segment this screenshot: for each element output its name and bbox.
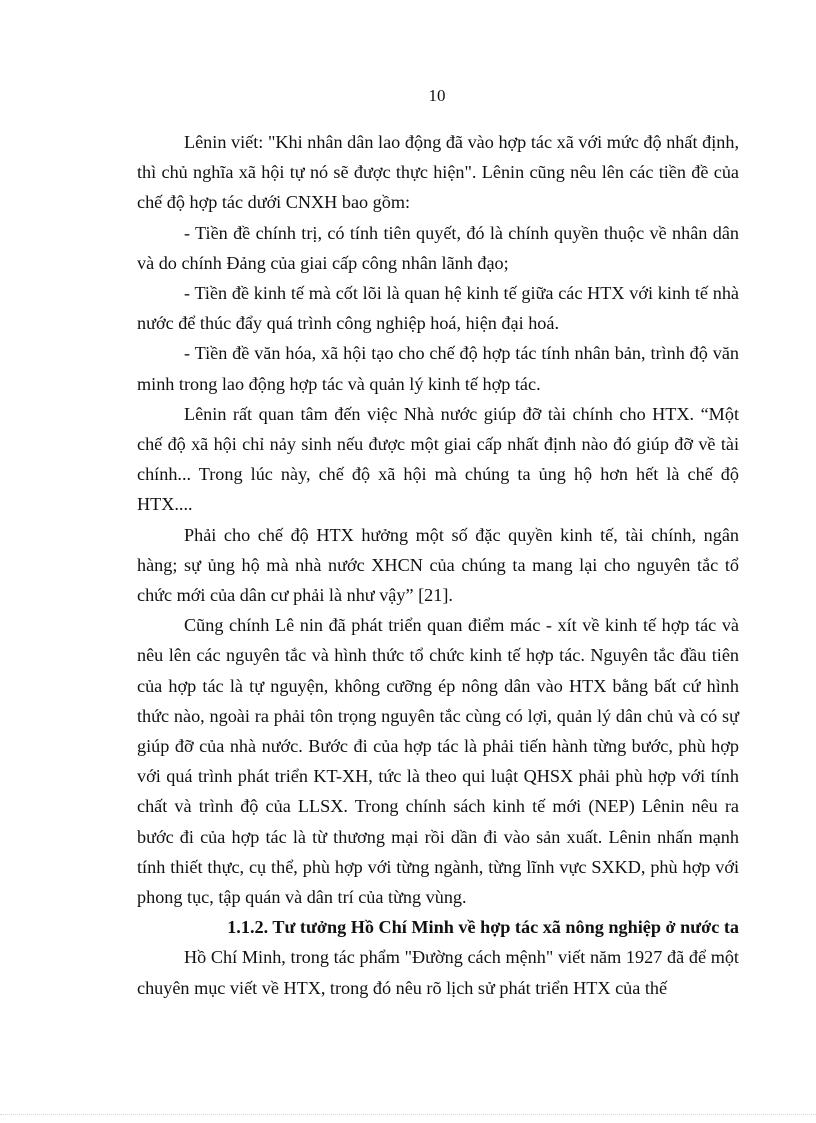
paragraph: - Tiền đề kinh tế mà cốt lõi là quan hệ kinh tế giữa các HTX với kinh tế nhà nước để thúc đẩy quá trình công nghiệp hoá, hiện đại hoá. [137,283,739,334]
paragraph: Lênin viết: "Khi nhân dân lao động đã vào hợp tác xã với mức độ nhất định, thì chủ nghĩa xã hội tự nó sẽ được thực hiện". Lênin cũng nêu lên các tiền đề của chế độ hợp tác dưới CNXH bao gồm: [137,132,739,213]
paragraph: Lênin rất quan tâm đến việc Nhà nước giúp đỡ tài chính cho HTX. “Một chế độ xã hội chỉ nảy sinh nếu được một giai cấp nhất định nào đó giúp đỡ về tài chính... Trong lúc này, chế độ xã hội mà chúng ta ủng hộ hơn hết là chế độ HTX.... [137,403,739,515]
paragraph: Cũng chính Lê nin đã phát triển quan điểm mác - xít về kinh tế hợp tác và nêu lên các nguyên tắc và hình thức tổ chức kinh tế hợp tác. Nguyên tắc đầu tiên của hợp tác là tự nguyện, không cưỡng ép nông dân vào HTX bằng bất cứ hình thức nào, ngoài ra phải tôn trọng nguyên tắc cùng có lợi, quản lý dân chủ và có sự giúp đỡ của nhà nước. Bước đi của hợp tác là phải tiến hành từng bước, phù hợp với quá trình phát triển KT-XH, tức là theo qui luật QHSX phải phù hợp với tính chất và trình độ của LLSX. Trong chính sách kinh tế mới (NEP) Lênin nêu ra bước đi của hợp tác là từ thương mại rồi dần đi vào sản xuất. Lênin nhấn mạnh tính thiết thực, cụ thể, phù hợp với từng ngành, từng lĩnh vực SXKD, phù hợp với phong tục, tập quán và dân trí của từng vùng. [137,615,739,908]
paragraph: - Tiền đề chính trị, có tính tiên quyết, đó là chính quyền thuộc về nhân dân và do chính Đảng của giai cấp công nhân lãnh đạo; [137,222,739,273]
paragraph: Phải cho chế độ HTX hưởng một số đặc quyền kinh tế, tài chính, ngân hàng; sự ủng hộ mà nhà nước XHCN của chúng ta mang lại cho nguyên tắc tổ chức mới của dân cư phải là như vậy” [21]. [137,524,739,606]
section-heading: 1.1.2. Tư tưởng Hồ Chí Minh về hợp tác xã nông nghiệp ở nước ta [227,917,739,938]
document-body [137,127,739,1003]
page-bottom-border [0,1114,816,1115]
paragraph: - Tiền đề văn hóa, xã hội tạo cho chế độ hợp tác tính nhân bản, trình độ văn minh trong lao động hợp tác và quản lý kinh tế hợp tác. [137,343,739,394]
paragraph: Hồ Chí Minh, trong tác phẩm "Đường cách mệnh" viết năm 1927 đã để một chuyên mục viết về HTX, trong đó nêu rõ lịch sử phát triển HTX của thế [137,947,739,998]
page-number: 10 [428,86,446,105]
